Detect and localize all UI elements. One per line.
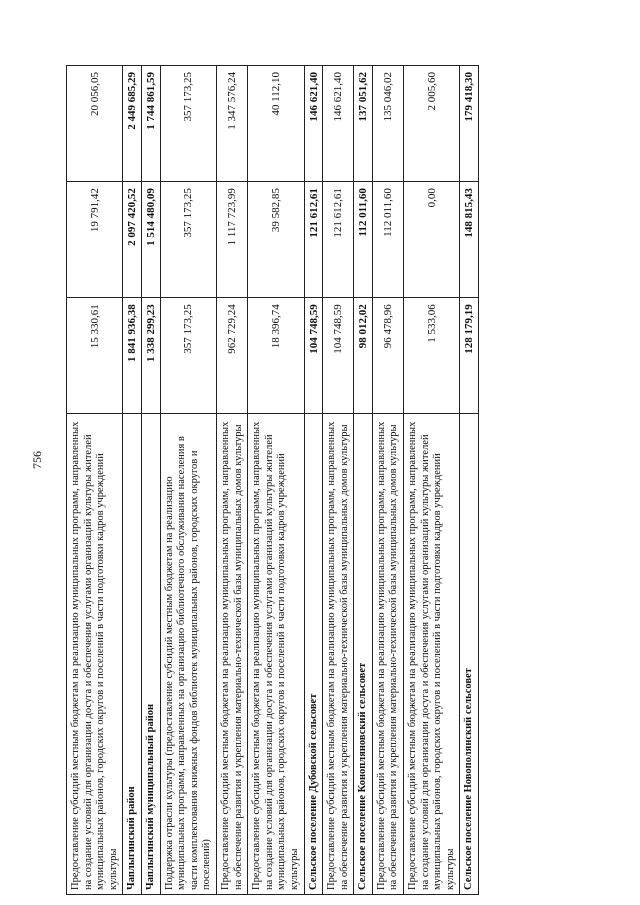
table-row bbox=[323, 66, 354, 895]
table-row bbox=[67, 66, 123, 895]
page-number: 756 bbox=[30, 451, 44, 469]
value-cell-2: 1 514 480,09 bbox=[141, 182, 160, 298]
value-cell-2: 148 815,43 bbox=[460, 182, 479, 298]
value-cell-3: 2 005,60 bbox=[404, 66, 460, 182]
row-name-cell: Чаплыгинский муниципальный район bbox=[141, 414, 160, 895]
row-name-cell: Предоставление субсидий местным бюджетам на реализацию муниципальных программ, направленных на обеспечение развития и укрепления материально-технической базы муниципальных домов культуры bbox=[323, 414, 354, 895]
value-cell-2: 39 582,85 bbox=[248, 182, 304, 298]
table-row bbox=[141, 66, 160, 895]
value-cell-3: 146 621,40 bbox=[304, 66, 323, 182]
value-cell-3: 1 347 576,24 bbox=[216, 66, 247, 182]
row-name-cell: Предоставление субсидий местным бюджетам на реализацию муниципальных программ, направленных на создание условий для организации досуга и обеспечения услугами организаций культуры жителей муниципальных районов, городских округов и поселений в части подготовки кадров учреждений культуры bbox=[404, 414, 460, 895]
value-cell-1: 962 729,24 bbox=[216, 298, 247, 414]
row-name-cell: Поддержка отрасли культуры (предоставление субсидий местным бюджетам на реализацию муниципальных программ, направленных на организацию библиотечного обслуживания населения в части комплектования книжных фондов библиотек муниципальных районов, городских округов и поселений) bbox=[160, 414, 216, 895]
table-row bbox=[460, 66, 479, 895]
value-cell-2: 0,00 bbox=[404, 182, 460, 298]
value-cell-3: 135 046,02 bbox=[372, 66, 403, 182]
table-row bbox=[248, 66, 304, 895]
row-name-cell: Чаплыгинский район bbox=[123, 414, 142, 895]
row-name-cell: Предоставление субсидий местным бюджетам на реализацию муниципальных программ, направленных на создание условий для организации досуга и обеспечения услугами организаций культуры жителей муниципальных районов, городских округов и поселений в части подготовки кадров учреждений культуры bbox=[67, 414, 123, 895]
value-cell-2: 1 117 723,99 bbox=[216, 182, 247, 298]
table-row bbox=[372, 66, 403, 895]
value-cell-1: 104 748,59 bbox=[323, 298, 354, 414]
value-cell-1: 1 338 299,23 bbox=[141, 298, 160, 414]
row-name-cell: Сельское поселение Дубовской сельсовет bbox=[304, 414, 323, 895]
value-cell-2: 2 097 420,52 bbox=[123, 182, 142, 298]
value-cell-1: 18 396,74 bbox=[248, 298, 304, 414]
value-cell-2: 112 011,60 bbox=[372, 182, 403, 298]
value-cell-3: 20 056,05 bbox=[67, 66, 123, 182]
table-row bbox=[160, 66, 216, 895]
value-cell-1: 96 478,96 bbox=[372, 298, 403, 414]
table-row bbox=[354, 66, 373, 895]
value-cell-1: 15 330,61 bbox=[67, 298, 123, 414]
budget-table bbox=[66, 65, 479, 895]
value-cell-1: 357 173,25 bbox=[160, 298, 216, 414]
row-name-cell: Предоставление субсидий местным бюджетам на реализацию муниципальных программ, направленных на обеспечение развития и укрепления материально-технической базы муниципальных домов культуры bbox=[216, 414, 247, 895]
value-cell-1: 128 179,19 bbox=[460, 298, 479, 414]
table-row bbox=[404, 66, 460, 895]
value-cell-1: 98 012,02 bbox=[354, 298, 373, 414]
row-name-cell: Предоставление субсидий местным бюджетам на реализацию муниципальных программ, направленных на создание условий для организации досуга и обеспечения услугами организаций культуры жителей муниципальных районов, городских округов и поселений в части подготовки кадров учреждений культуры bbox=[248, 414, 304, 895]
value-cell-1: 1 841 936,38 bbox=[123, 298, 142, 414]
value-cell-2: 19 791,42 bbox=[67, 182, 123, 298]
value-cell-2: 112 011,60 bbox=[354, 182, 373, 298]
value-cell-1: 1 533,06 bbox=[404, 298, 460, 414]
value-cell-3: 146 621,40 bbox=[323, 66, 354, 182]
value-cell-2: 357 173,25 bbox=[160, 182, 216, 298]
row-name-cell: Сельское поселение Новополянский сельсовет bbox=[460, 414, 479, 895]
table-row bbox=[216, 66, 247, 895]
value-cell-3: 137 051,62 bbox=[354, 66, 373, 182]
value-cell-2: 121 612,61 bbox=[323, 182, 354, 298]
value-cell-3: 357 173,25 bbox=[160, 66, 216, 182]
value-cell-3: 1 744 861,59 bbox=[141, 66, 160, 182]
table-row bbox=[304, 66, 323, 895]
value-cell-2: 121 612,61 bbox=[304, 182, 323, 298]
row-name-cell: Предоставление субсидий местным бюджетам на реализацию муниципальных программ, направленных на обеспечение развития и укрепления материально-технической базы муниципальных домов культуры bbox=[372, 414, 403, 895]
value-cell-3: 40 112,10 bbox=[248, 66, 304, 182]
table-container bbox=[66, 65, 606, 895]
row-name-cell: Сельское поселение Конопляновский сельсовет bbox=[354, 414, 373, 895]
value-cell-3: 179 418,30 bbox=[460, 66, 479, 182]
value-cell-3: 2 449 685,29 bbox=[123, 66, 142, 182]
value-cell-1: 104 748,59 bbox=[304, 298, 323, 414]
table-row bbox=[123, 66, 142, 895]
